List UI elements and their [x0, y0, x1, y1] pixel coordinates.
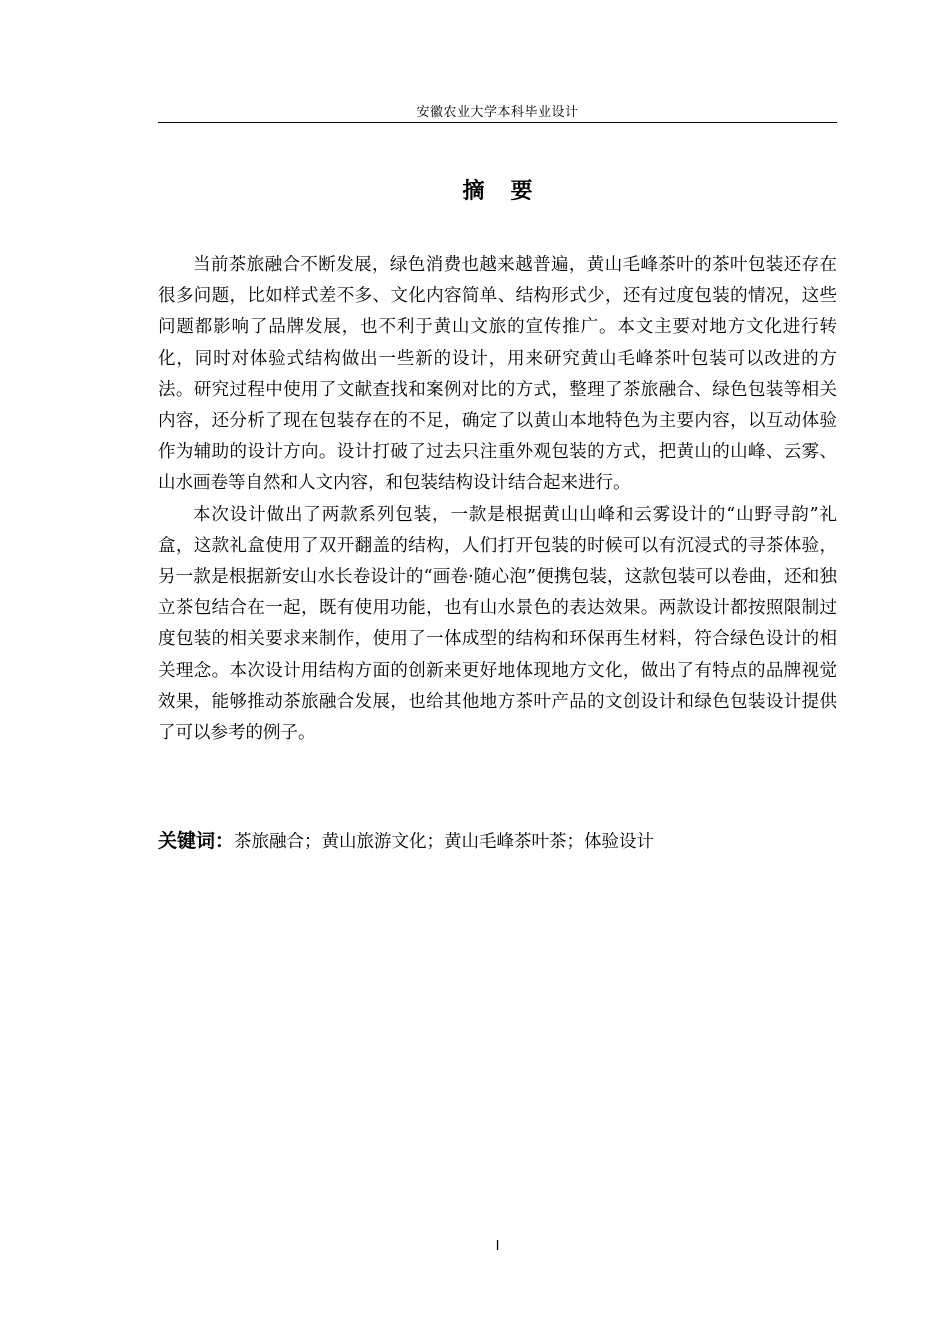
keywords-text: 茶旅融合；黄山旅游文化；黄山毛峰茶叶茶；体验设计: [234, 832, 655, 852]
abstract-title: [158, 176, 837, 208]
abstract-body: [158, 250, 837, 749]
abstract-paragraph-1: 当前茶旅融合不断发展，绿色消费也越来越普遍，黄山毛峰茶叶的茶叶包装还存在很多问题，比如样式差不多、文化内容简单、结构形式少，还有过度包装的情况，这些问题都影响了品牌发展，也不利于黄山文旅的宣传推广。本文主要对地方文化进行转化，同时对体验式结构做出一些新的设计，用来研究黄山毛峰茶叶包装可以改进的方法。研究过程中使用了文献查找和案例对比的方式，整理了茶旅融合、绿色包装等相关内容，还分析了现在包装存在的不足，确定了以黄山本地特色为主要内容，以互动体验作为辅助的设计方向。设计打破了过去只注重外观包装的方式，把黄山的山峰、云雾、山水画卷等自然和人文内容，和包装结构设计结合起来进行。: [158, 255, 837, 494]
page-number: I: [495, 1239, 500, 1254]
abstract-paragraph-2: 本次设计做出了两款系列包装，一款是根据黄山山峰和云雾设计的“山野寻韵”礼盒，这款礼盒使用了双开翻盖的结构，人们打开包装的时候可以有沉浸式的寻茶体验，另一款是根据新安山水长卷设计的“画卷·随心泡”便携包装，这款包装可以卷曲，还和独立茶包结合在一起，既有使用功能，也有山水景色的表达效果。两款设计都按照限制过度包装的相关要求来制作，使用了一体成型的结构和环保再生材料，符合绿色设计的相关理念。本次设计用结构方面的创新来更好地体现地方文化，做出了有特点的品牌视觉效果，能够推动茶旅融合发展，也给其他地方茶叶产品的文创设计和绿色包装设计提供了可以参考的例子。: [158, 504, 837, 744]
running-header: 安徽农业大学本科毕业设计: [416, 105, 579, 120]
abstract-title-char-2: 要: [510, 179, 533, 204]
header-rule: [158, 122, 837, 123]
keywords-line: [158, 826, 837, 857]
keywords-label: 关键词：: [158, 830, 235, 852]
abstract-title-char-1: 摘: [462, 179, 485, 204]
